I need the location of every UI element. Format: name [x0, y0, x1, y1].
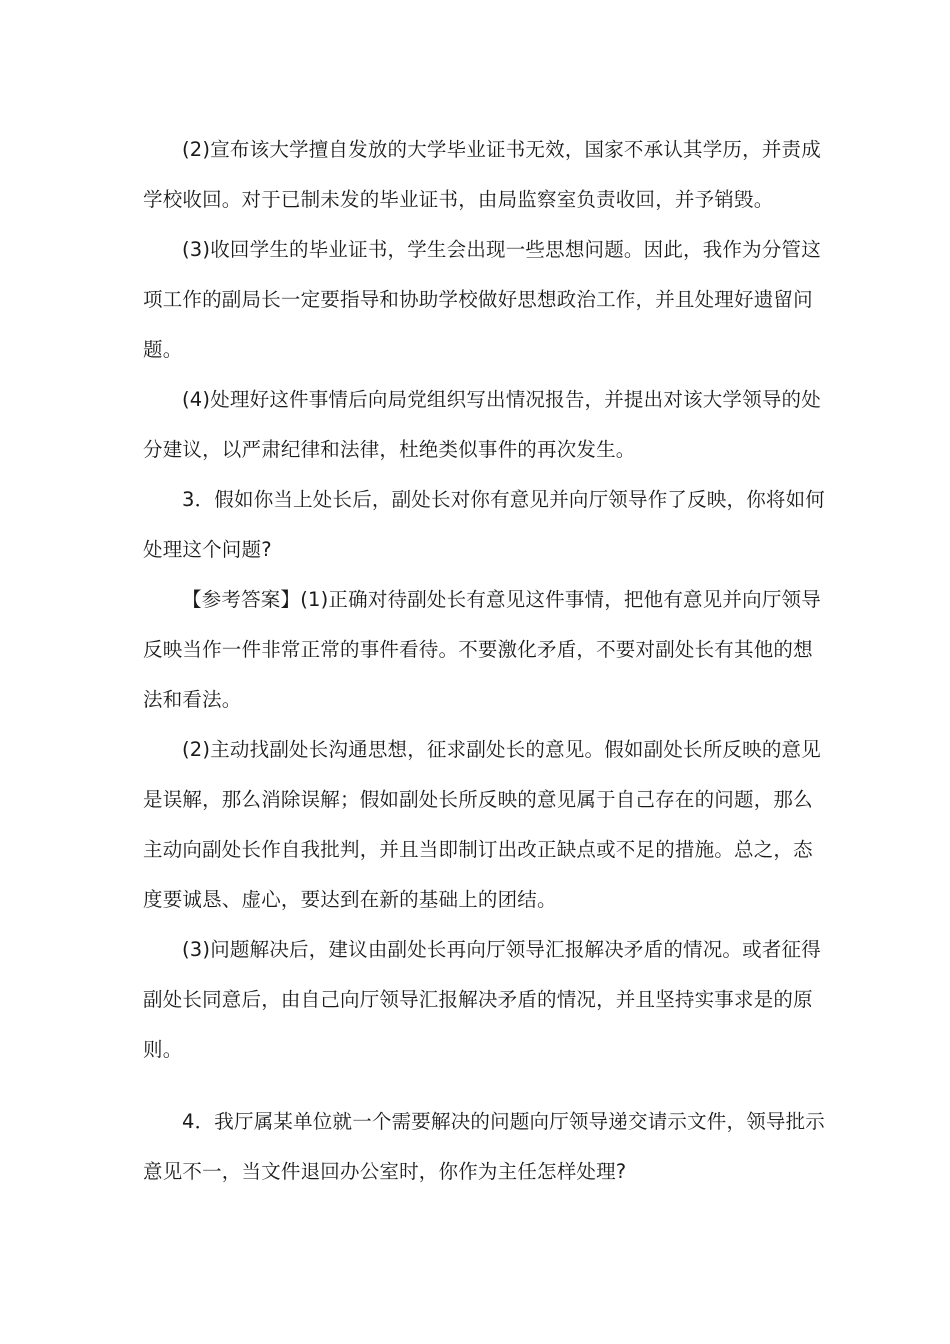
text-line: 反映当作一件非常正常的事件看待。不要激化矛盾，不要对副处长有其他的想 — [143, 638, 813, 661]
question-heading: 4．我厅属某单位就一个需要解决的问题向厅领导递交请示文件，领导批示 — [182, 1110, 826, 1133]
answer-heading: 【参考答案】(1)正确对待副处长有意见这件事情，把他有意见并向厅领导 — [182, 588, 821, 611]
text-line: 项工作的副局长一定要指导和协助学校做好思想政治工作，并且处理好遗留问 — [143, 288, 813, 311]
text-line: 副处长同意后，由自己向厅领导汇报解决矛盾的情况，并且坚持实事求是的原 — [143, 988, 813, 1011]
text-line: 度要诚恳、虚心，要达到在新的基础上的团结。 — [143, 888, 557, 911]
text-line: 是误解，那么消除误解；假如副处长所反映的意见属于自己存在的问题，那么 — [143, 788, 813, 811]
text-line: 处理这个问题? — [143, 538, 272, 561]
text-line: 题。 — [143, 338, 183, 361]
text-line: 法和看法。 — [143, 688, 242, 711]
text-line: 分建议，以严肃纪律和法律，杜绝类似事件的再次发生。 — [143, 438, 636, 461]
text-line: 则。 — [143, 1038, 183, 1061]
question-heading: 3．假如你当上处长后，副处长对你有意见并向厅领导作了反映，你将如何 — [182, 488, 826, 511]
text-line: (3)问题解决后，建议由副处长再向厅领导汇报解决矛盾的情况。或者征得 — [182, 938, 821, 961]
text-line: (2)主动找副处长沟通思想，征求副处长的意见。假如副处长所反映的意见 — [182, 738, 821, 761]
text-line: (4)处理好这件事情后向局党组织写出情况报告，并提出对该大学领导的处 — [182, 388, 821, 411]
text-line: (3)收回学生的毕业证书，学生会出现一些思想问题。因此，我作为分管这 — [182, 238, 821, 261]
text-line: (2)宣布该大学擅自发放的大学毕业证书无效，国家不承认其学历，并责成 — [182, 138, 821, 161]
text-line: 主动向副处长作自我批判，并且当即制订出改正缺点或不足的措施。总之，态 — [143, 838, 813, 861]
text-line: 意见不一，当文件退回办公室时，你作为主任怎样处理? — [143, 1160, 627, 1183]
text-line: 学校收回。对于已制未发的毕业证书，由局监察室负责收回，并予销毁。 — [143, 188, 774, 211]
